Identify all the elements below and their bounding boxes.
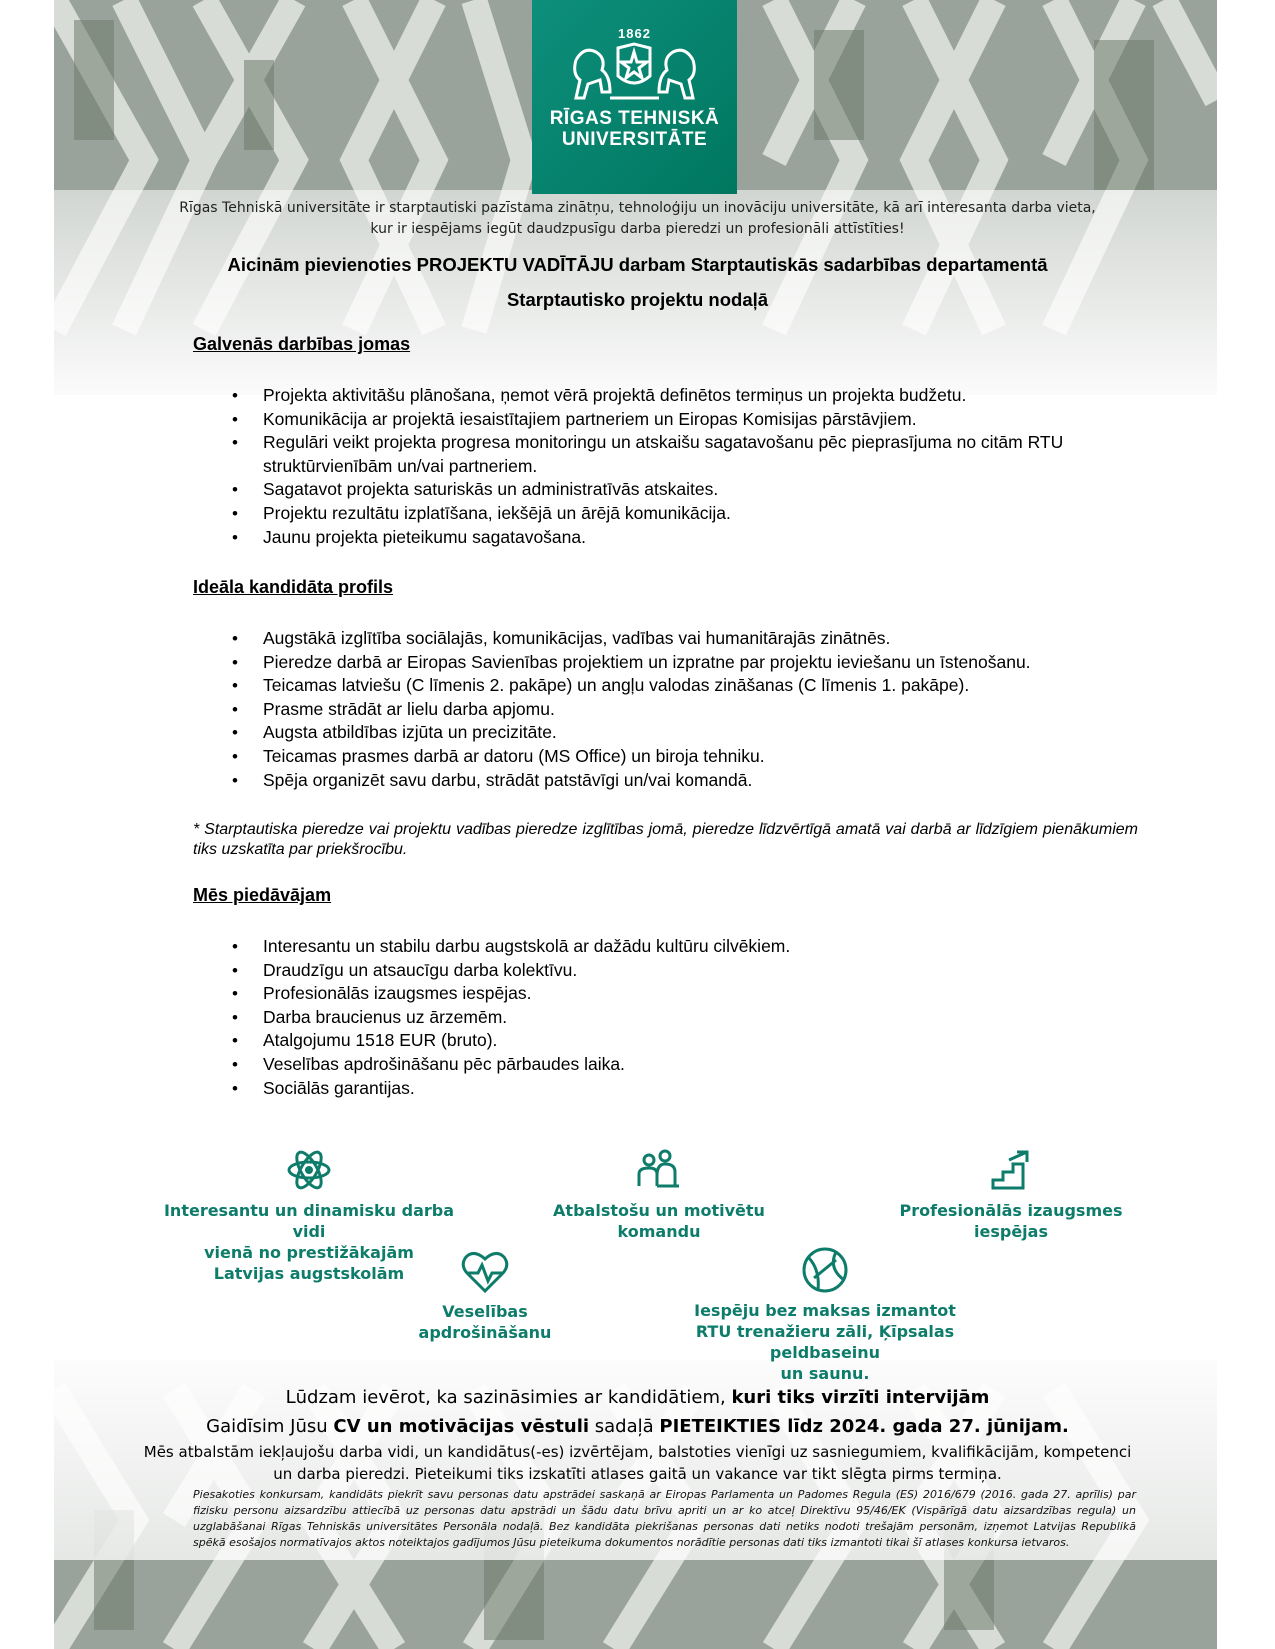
contact-line1-text: Lūdzam ievērot, ka sazināsimies ar kandidātiem,: [285, 1387, 732, 1408]
benefit-growth: [880, 1146, 1142, 1242]
list-item: • Regulāri veikt projekta progresa monitoringu un atskaišu sagatavošanu pēc pieprasījuma no citām RTU struktūrvienībām un/vai partneriem.: [263, 431, 1143, 478]
list-item: • Jaunu projekta pieteikumu sagatavošana.: [263, 526, 1143, 550]
list-item: • Teicamas latviešu (C līmenis 2. pakāpe) un angļu valodas zināšanas (C līmenis 1. pakāpe).: [263, 674, 1143, 698]
list-item: • Projektu rezultātu izplatīšana, iekšējā un ārējā komunikācija.: [263, 502, 1143, 526]
benefit-team: [550, 1146, 768, 1242]
benefit-sports: [640, 1246, 1010, 1384]
benefit-line: iespējas: [974, 1222, 1048, 1241]
list-item: • Veselības apdrošināšanu pēc pārbaudes laika.: [263, 1053, 1143, 1077]
contact-line2: [0, 1416, 1275, 1437]
benefit-line: Veselības: [442, 1302, 528, 1321]
inclusion-line2: un darba pieredzi. Pieteikumi tiks izskatīti atlases gaitā un vakance var tikt slēgta pirms termiņa.: [273, 1465, 1002, 1483]
rtu-logo: [532, 0, 737, 194]
benefit-health: [390, 1247, 580, 1343]
atom-icon: [285, 1146, 333, 1194]
advantage-note: * Starptautiska pieredze vai projektu vadības pieredze izglītības jomā, pieredze līdzvērtīgā amatā vai darbā ar līdzīgiem pienākumiem tiks uzskatīta par priekšrocību.: [193, 821, 1138, 858]
offer-list: [263, 935, 1143, 1100]
intro-line1: Rīgas Tehniskā universitāte ir starptautiski pazīstama zinātņu, tehnoloģiju un inovāciju universitāte, kā arī interesanta darba vieta,: [179, 200, 1096, 216]
logo-name-line2: UNIVERSITĀTE: [561, 129, 708, 150]
benefit-line: apdrošināšanu: [418, 1323, 552, 1342]
inclusion-line1: Mēs atbalstām iekļaujošu darba vidi, un kandidātus(-es) izvērtējam, balstoties vienīgi uz sasniegumiem, kvalifikācijām, kompetenci: [143, 1443, 1132, 1461]
list-item: • Spēja organizēt savu darbu, strādāt patstāvīgi un/vai komandā.: [263, 769, 1143, 793]
headline-department: Starptautisko projektu nodaļā: [506, 289, 769, 310]
list-item: • Draudzīgu un atsaucīgu darba kolektīvu.: [263, 959, 1143, 983]
list-item: • Prasme strādāt ar lielu darba apjomu.: [263, 698, 1143, 722]
intro-text: [0, 198, 1275, 240]
list-item: • Pieredze darbā ar Eiropas Savienības projektiem un izpratne par projektu ieviešanu un īstenošanu.: [263, 651, 1143, 675]
stairs-icon: [987, 1146, 1035, 1194]
duties-heading: Galvenās darbības jomas: [193, 334, 411, 354]
contact-line2-text: sadaļā: [589, 1416, 660, 1437]
benefit-line: RTU trenažieru zāli, Ķīpsalas peldbaseinu: [695, 1322, 955, 1362]
list-item: • Sagatavot projekta saturiskās un administratīvās atskaites.: [263, 478, 1143, 502]
list-item: • Komunikācija ar projektā iesaistītajiem partneriem un Eiropas Komisijas pārstāvjiem.: [263, 408, 1143, 432]
offer-heading: Mēs piedāvājam: [193, 885, 332, 905]
list-item: • Atalgojumu 1518 EUR (bruto).: [263, 1029, 1143, 1053]
benefit-line: komandu: [617, 1222, 701, 1241]
logo-name: [532, 108, 737, 150]
list-item: • Augstākā izglītība sociālajās, komunikācijas, vadības vai humanitārajās zinātnēs.: [263, 627, 1143, 651]
benefit-line: Iespēju bez maksas izmantot: [694, 1301, 956, 1320]
benefit-line: Interesantu un dinamisku darba vidi: [163, 1201, 455, 1241]
profile-list: [263, 627, 1143, 792]
benefit-line: Latvijas augstskolām: [213, 1264, 405, 1283]
team-icon: [635, 1146, 683, 1194]
cv-requirement: CV un motivācijas vēstuli: [333, 1416, 590, 1437]
contact-line1-bold: kuri tiks virzīti intervijām: [731, 1387, 990, 1408]
list-item: • Interesantu un stabilu darbu augstskolā ar dažādu kultūru cilvēkiem.: [263, 935, 1143, 959]
heart-pulse-icon: [460, 1247, 510, 1295]
benefit-line: vienā no prestižākajām: [204, 1243, 414, 1262]
benefit-line: Profesionālās izaugsmes: [899, 1201, 1123, 1220]
list-item: • Profesionālās izaugsmes iespējas.: [263, 982, 1143, 1006]
inclusion-statement: [0, 1441, 1275, 1485]
crest-icon: [566, 40, 703, 106]
list-item: • Sociālās garantijas.: [263, 1077, 1143, 1101]
duties-list: [263, 384, 1143, 549]
list-item: • Augsta atbildības izjūta un precizitāte.: [263, 721, 1143, 745]
logo-name-line1: RĪGAS TEHNISKĀ: [549, 108, 720, 129]
intro-line2: kur ir iespējams iegūt daudzpusīgu darba pieredzi un profesionāli attīstīties!: [370, 221, 905, 237]
contact-line2-text: Gaidīsim Jūsu: [206, 1416, 334, 1437]
benefit-line: Atbalstošu un motivētu: [553, 1201, 765, 1220]
headline: Aicinām pievienoties PROJEKTU VADĪTĀJU darbam Starptautiskās sadarbības departamentā: [227, 254, 1048, 275]
legal-notice: Piesakoties konkursam, kandidāts piekrīt savu personas datu apstrādei saskaņā ar Eiropas Parlamenta un Padomes Regula (ES) 2016/679 (2016. gada 27. aprīlis) par fizisku personu aizsardzību attiecībā uz personas datu apstrādi un šādu datu brīvu apriti un ar ko atceļ Direktīvu 95/46/EK (Vispārīgā datu aizsardzības regula) un uzglabāšanai Rīgas Tehniskās universitātes Personāla nodaļā. Bez kandidāta piekrišanas personas dati netiks nodoti trešajām personām, izņemot Latvijas Republikā spēkā esošajos normatīvajos aktos noteiktajos gadījumos Jūsu pieteikuma dokumentos norādītie personas dati tiks izmantoti tikai šī atlases konkursa ietvaros.: [193, 1488, 1136, 1549]
logo-year: 1862: [618, 26, 651, 41]
list-item: • Teicamas prasmes darbā ar datoru (MS Office) un biroja tehniku.: [263, 745, 1143, 769]
profile-heading: Ideāla kandidāta profils: [193, 577, 394, 597]
list-item: • Projekta aktivitāšu plānošana, ņemot vērā projektā definētos termiņus un projekta budžetu.: [263, 384, 1143, 408]
contact-line1: [0, 1387, 1275, 1408]
deadline-text: PIETEIKTIES līdz 2024. gada 27. jūnijam.: [659, 1416, 1069, 1437]
list-item: • Darba braucienus uz ārzemēm.: [263, 1006, 1143, 1030]
ball-icon: [800, 1246, 850, 1294]
benefit-line: un saunu.: [780, 1364, 870, 1383]
